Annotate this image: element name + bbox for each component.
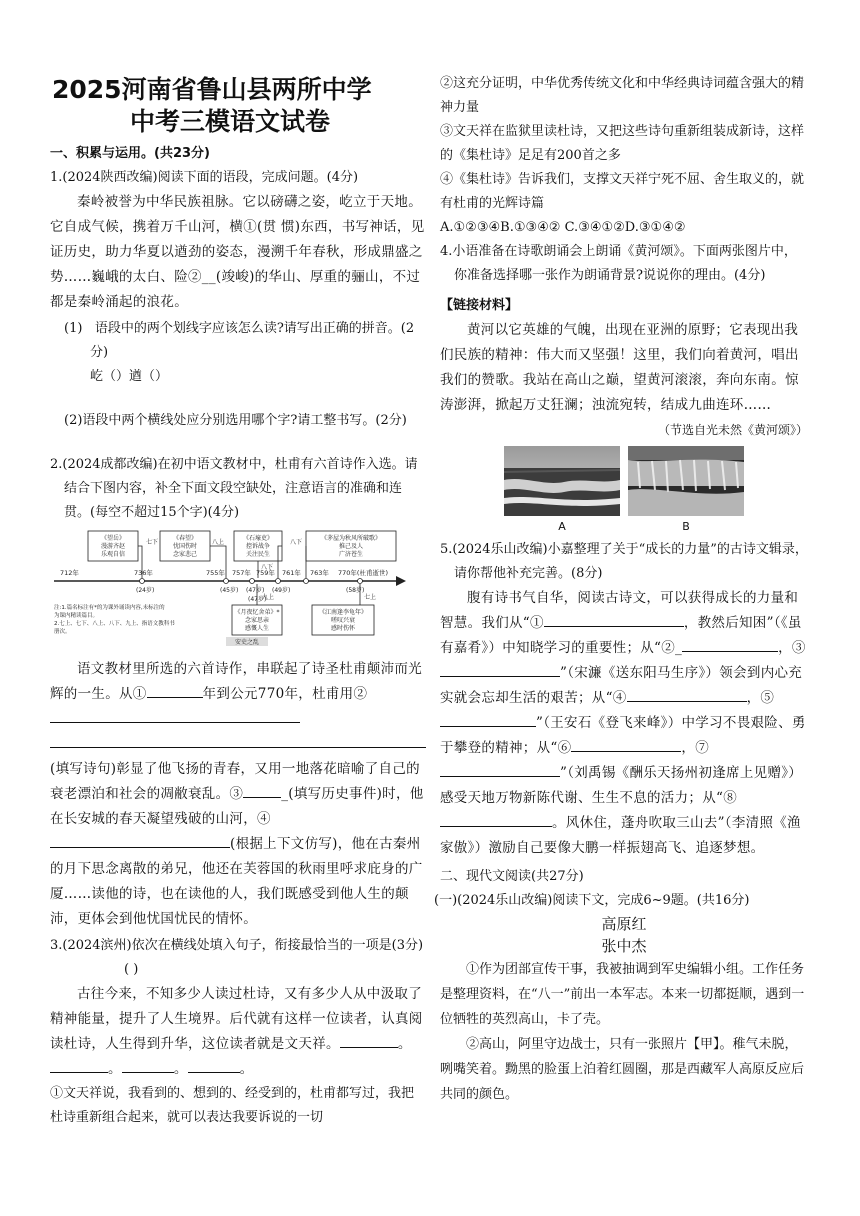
q2-passage-part5: (根据上下文仿写)，他在古秦州的月下思念离散的弟兄，他还在芙蓉国的秋雨里呼求庇身的广厦……读他的诗，也在读他的人，我们既感受到他人生的颠沛，更体会到他忧国忧民的情怀。 — [50, 836, 423, 927]
q3-choices[interactable]: A.①②③④B.①③④② C.③④①②D.③①④② — [440, 220, 686, 235]
q2-passage-part4: _(填写历史事件)时，他在长安城的春天凝望残破的山河，④ — [50, 786, 424, 827]
part-1-heading: (一)(2024乐山改编)阅读下文，完成6~9题。(共16分) — [434, 893, 750, 908]
q2-blank-2b[interactable] — [50, 733, 426, 748]
svg-text:感慨人生: 感慨人生 — [244, 625, 270, 632]
svg-text:念家思亲: 念家思亲 — [244, 617, 270, 624]
svg-text:嗟叹兴衰: 嗟叹兴衰 — [330, 617, 356, 624]
q5-blank-3[interactable] — [440, 662, 560, 677]
year-770: 770年(杜甫逝世) — [338, 569, 388, 577]
tag-jiushang: 九上 — [262, 594, 275, 601]
q5-part5: ，⑤ — [746, 690, 775, 706]
svg-text:漫游齐赵: 漫游齐赵 — [100, 543, 126, 550]
q3-blank-4[interactable] — [188, 1058, 240, 1073]
q1-heading: 1.(2024陕西改编)阅读下面的语段，完成问题。(4分) — [50, 170, 359, 185]
q3-option-4: ④《集杜诗》告诉我们，支撑文天祥宁死不屈、舍生取义的，就有杜甫的光辉诗篇 — [440, 172, 805, 211]
q3-passage-text: 古往今来，不知多少人读过杜诗，又有多少人从中汲取了精神能量，提升了人生境界。后代就有这样一位读者，认真阅读杜诗，人生得到升华，这位读者就是文天祥。 — [50, 986, 423, 1052]
article-paragraph-1: ①作为团部宣传干事，我被抽调到军史编辑小组。工作任务是整理资料，在“八一”前出一本军志。本来一切都挺顺，遇到一位牺牲的英烈高山，卡了壳。 — [440, 962, 805, 1027]
q2-blank-1[interactable] — [147, 683, 203, 698]
dufu-timeline-diagram — [50, 529, 426, 647]
q3-option-1: ①文天祥说，我看到的、想到的、经受到的，杜甫都写过，我把杜诗重新组合起来，就可以表达我要诉说的一切 — [50, 1086, 415, 1125]
age-24: (24岁) — [136, 587, 155, 594]
photo-b-wrap[interactable] — [628, 446, 744, 534]
q3-passage — [50, 982, 426, 1082]
age-49: (49岁) — [272, 587, 291, 594]
q3-option-2: ②这充分证明，中华优秀传统文化和中华经典诗词蕴含强大的精神力量 — [440, 76, 805, 115]
age-58: (58岁) — [346, 587, 365, 594]
q5-passage — [440, 586, 808, 861]
title-line-1: 2025河南省鲁山县两所中学 — [52, 75, 372, 104]
q3-blank-3[interactable] — [122, 1058, 174, 1073]
svg-text:念家悲己: 念家悲己 — [172, 551, 198, 558]
svg-text:《月夜忆舍弟》*: 《月夜忆舍弟》* — [234, 609, 280, 616]
svg-text:控诉战争: 控诉战争 — [245, 543, 271, 550]
tag-baxia-1: 八下 — [261, 564, 274, 571]
q5-part3: ，③ — [778, 640, 806, 656]
anshi-rebellion-label: 安史之乱 — [234, 639, 260, 646]
year-763: 763年 — [310, 569, 329, 577]
tag-qishang: 七上 — [364, 594, 377, 601]
svg-text:广济苍生: 广济苍生 — [338, 551, 364, 558]
svg-text:推己及人: 推己及人 — [338, 543, 364, 550]
q5-part9: 。风休住，蓬舟吹取三山去”（李清照《渔家傲》）激励自己要像大鹏一样振翅高飞、追逐梦想。 — [440, 815, 801, 856]
q5-part7: ，⑦ — [681, 740, 710, 756]
svg-text:2.七上、七下、八上、八下、九上、指语文教科书: 2.七上、七下、八上、八下、九上、指语文教科书 — [54, 621, 175, 627]
q3-answer-paren[interactable]: ( ) — [124, 962, 139, 977]
q5-part8: ”（刘禹锡《酬乐天扬州初逢席上见赠》）感受天地万物新陈代谢、生生不息的活力；从“⑧ — [440, 765, 803, 806]
q2-blank-3[interactable] — [243, 783, 281, 798]
svg-text:乐观自信: 乐观自信 — [100, 551, 126, 558]
q1-sub1 — [50, 317, 426, 365]
q4-link-title: 【链接材料】 — [440, 298, 519, 313]
year-761: 761年 — [282, 569, 301, 577]
year-712: 712年 — [60, 569, 79, 577]
q5-part1: 腹有诗书气自华，阅读古诗文，可以获得成长的力量和智慧。我们从“① — [440, 590, 799, 631]
q5-heading: 5.(2024乐山改编)小嘉整理了关于“成长的力量”的古诗文辑录，请你帮他补充完善。(8分) — [440, 542, 808, 581]
q1-sub1-label: (1) — [64, 321, 83, 336]
photo-b-label: B — [682, 520, 690, 533]
svg-text:《望岳》: 《望岳》 — [100, 535, 126, 542]
svg-text:《茅屋为秋风所破歌》: 《茅屋为秋风所破歌》 — [320, 535, 382, 542]
q3-heading-text: 3.(2024滨州)依次在横线处填入句子，衔接最恰当的一项是(3分) — [50, 938, 424, 953]
tag-qixia: 七下 — [146, 539, 159, 546]
q4-source: （节选自光未然《黄河颂》） — [657, 423, 808, 437]
q3-blank-2[interactable] — [50, 1058, 108, 1073]
q3-blank-1[interactable] — [340, 1033, 398, 1048]
q1-passage: 秦岭被誉为中华民族祖脉。它以磅礴之姿，屹立于天地。它自成气候，携着万千山河，横①(贯 惯)东西，书写神话，见证历史，助力华夏以遒劲的姿态，漫溯千年春秋，形成鼎盛之势……巍峨的太白、险②__(竣峻)的华山、厚重的骊山，不过都是秦岭涌起的浪花。 — [50, 194, 425, 310]
q4-photos — [440, 446, 808, 534]
q3-sep-2: 。 — [108, 1061, 122, 1077]
article-title: 高原红 — [601, 915, 647, 933]
q5-part6: ”（王安石《登飞来峰》）中学习不畏艰险、勇于攀登的精神；从“⑥ — [440, 715, 806, 756]
title-line-2: 中考三模语文试卷 — [130, 107, 331, 136]
q2-passage — [50, 657, 426, 932]
svg-text:关注民生: 关注民生 — [245, 551, 271, 558]
svg-text:为课内精读篇目。: 为课内精读篇目。 — [54, 613, 99, 619]
photo-a-wrap[interactable] — [504, 446, 620, 534]
article-paragraph-2: ②高山，阿里守边战士，只有一张照片【甲】。稚气未脱，咧嘴笑着。黝黑的脸蛋上泊着红圆圈，那是西藏军人高原反应后共同的颜色。 — [440, 1037, 805, 1102]
photo-b-waterfall — [628, 446, 744, 516]
q3-sep-1: 。 — [397, 1036, 412, 1052]
q5-blank-8[interactable] — [440, 812, 552, 827]
q3-heading — [50, 934, 426, 982]
q4-heading: 4.小语准备在诗歌朗诵会上朗诵《黄河颂》。下面两张图片中，你准备选择哪一张作为朗诵背景?说说你的理由。(4分) — [440, 244, 797, 283]
year-755: 755年 — [206, 569, 225, 577]
tag-bashang: 八上 — [212, 539, 225, 546]
year-736: 736年 — [134, 569, 153, 577]
right-column — [434, 72, 808, 1107]
year-757: 757年 — [232, 569, 251, 577]
q5-blank-5[interactable] — [440, 712, 536, 727]
q2-passage-part1: 语文教材里所选的六首诗作，串联起了诗圣杜甫颠沛而光辉的一生。从① — [50, 661, 422, 702]
exam-title — [52, 74, 382, 138]
q2-passage-part3: (填写诗句)彰显了他飞扬的青春，又用一地落花暗喻了自己的衰老漂泊和社会的凋敝衰乱。③ — [50, 761, 420, 802]
photo-a-river-plain — [504, 446, 620, 516]
q5-blank-1[interactable] — [544, 612, 684, 627]
section-1-heading: 一、积累与运用。(共23分) — [50, 146, 210, 161]
q5-blank-6[interactable] — [571, 737, 681, 752]
year-759: 759年 — [256, 569, 275, 577]
q3-sep-3: 。 — [173, 1061, 188, 1077]
q2-heading: 2.(2024成都改编)在初中语文教材中，杜甫有六首诗作入选。请结合下图内容，补全下面文段空缺处，注意语言的准确和连贯。(每空不超过15个字)(4分) — [50, 457, 418, 520]
tag-baxia-2: 八下 — [290, 539, 303, 546]
q5-blank-4[interactable] — [627, 687, 747, 702]
svg-text:《石壕吏》: 《石壕吏》 — [242, 535, 274, 542]
q1-sub2: (2)语段中两个横线处应分别选用哪个字?请工整书写。(2分) — [64, 413, 407, 428]
q5-blank-2[interactable] — [682, 637, 778, 652]
age-47b: (47岁) — [248, 596, 267, 603]
svg-text:《江南逢李龟年》: 《江南逢李龟年》 — [318, 609, 368, 616]
q2-blank-2[interactable] — [50, 708, 300, 723]
q5-part4: ”（宋濂《送东阳马生序》）领会到内心充实就会忘却生活的艰苦；从“④ — [440, 665, 803, 706]
article-author: 张中杰 — [601, 937, 647, 955]
q5-part2: ，教然后知困”（《虽有嘉肴》）中知晓学习的重要性；从“②_ — [440, 615, 802, 656]
svg-text:册次。: 册次。 — [54, 629, 71, 635]
q3-option-3: ③文天祥在监狱里读杜诗，又把这些诗句重新组装成新诗，这样的《集杜诗》足足有200首之多 — [440, 124, 805, 163]
section-2-heading: 二、现代文阅读(共27分) — [440, 869, 584, 884]
q2-blank-4[interactable] — [50, 833, 230, 848]
q1-sub1-answer: 屹（）遒（） — [90, 369, 169, 384]
q5-blank-7[interactable] — [440, 762, 560, 777]
q3-sep-4: 。 — [239, 1061, 254, 1077]
age-47a: (47岁) — [246, 587, 265, 594]
photo-a-label: A — [558, 520, 566, 533]
q1-sub1-text: 语段中的两个划线字应该怎么读?请写出正确的拼音。(2分) — [90, 321, 415, 360]
svg-text:《春望》: 《春望》 — [172, 535, 198, 542]
svg-text:感时伤怀: 感时伤怀 — [330, 625, 356, 632]
age-45: (45岁) — [220, 587, 239, 594]
left-column — [50, 142, 426, 1130]
q4-link-text: 黄河以它英雄的气魄，出现在亚洲的原野；它表现出我们民族的精神：伟大而又坚强！这里，我们向着黄河，唱出我们的赞歌。我站在高山之巅，望黄河滚滚，奔向东南。惊涛澎湃，掀起万丈狂澜；浊流宛转，结成九曲连环…… — [440, 322, 799, 413]
svg-text:注:1.篇名标注有*的为课外诵读内容,未标注的: 注:1.篇名标注有*的为课外诵读内容,未标注的 — [54, 605, 165, 611]
q2-passage-part2: 年到公元770年，杜甫用② — [202, 686, 368, 702]
svg-text:忧国伤时: 忧国伤时 — [172, 543, 198, 550]
